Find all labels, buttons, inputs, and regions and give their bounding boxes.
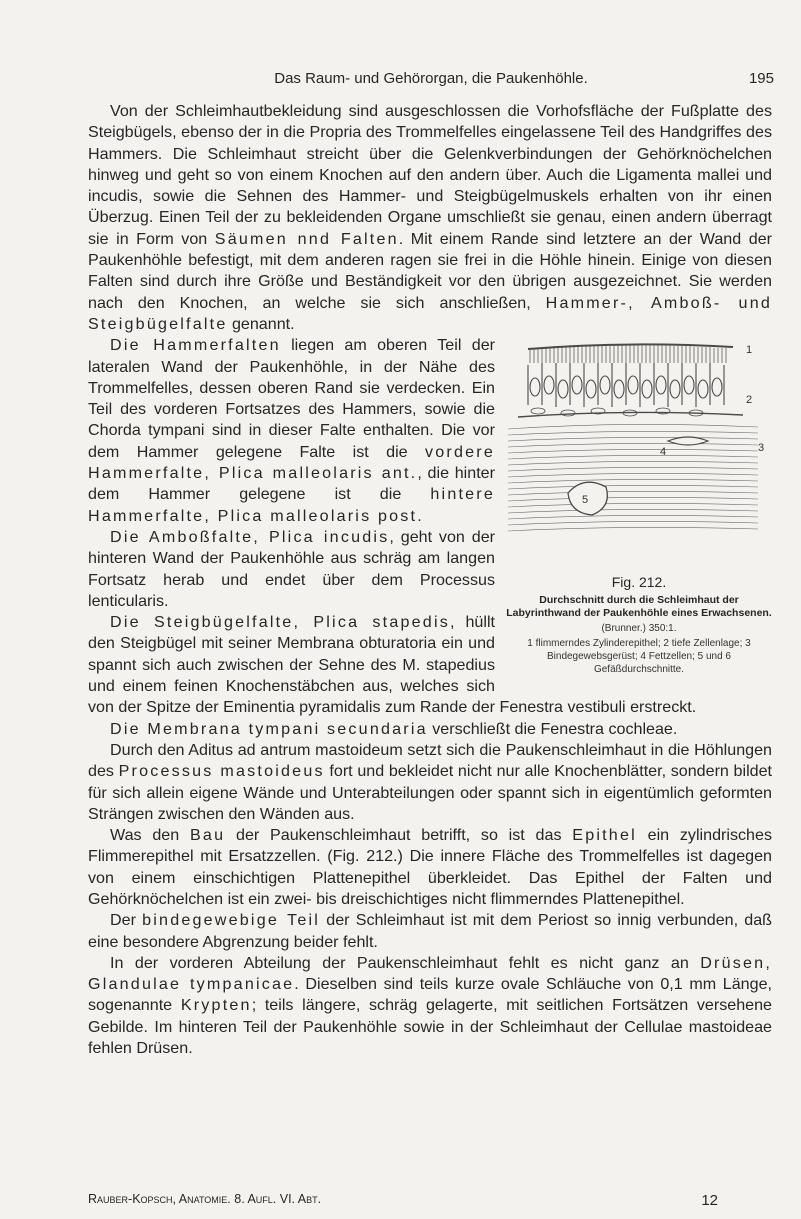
figure-label: 5 bbox=[582, 494, 589, 507]
figure-label: 3 bbox=[758, 442, 765, 455]
figure-number: Fig. 212. bbox=[611, 574, 667, 591]
page-number: 195 bbox=[748, 70, 774, 87]
signature-mark: 12 bbox=[701, 1192, 718, 1209]
paragraph: Die Membrana tympani secundaria verschließt die Fenestra cochleae. bbox=[110, 719, 678, 738]
body-text bbox=[88, 101, 772, 1059]
page-footer bbox=[88, 1192, 718, 1209]
paragraph: In der vorderen Abteilung der Paukenschleimhaut fehlt es nicht ganz an Drüsen, Glandulae tympanicae. Dieselben sind teils kurze ovale Schläuche von 0,1 mm Länge, sogenannte Krypten; teils längere, schräg gelagerte, mit seitlichen Fortsätzen versehene Gebilde. Im hinteren Teil der Paukenhöhle sowie in der Schleimhaut der Cellulae mastoideae fehlen Drüsen. bbox=[88, 953, 772, 1058]
paragraph: Die Amboßfalte, Plica incudis, geht von der hinteren Wand der Paukenhöhle aus schräg am langen Fortsatz herab und endet über dem Processus lenticularis. bbox=[88, 527, 496, 610]
paragraph: Der bindegewebige Teil der Schleimhaut ist mit dem Periost so innig verbunden, daß eine besondere Abgrenzung beider fehlt. bbox=[88, 911, 772, 951]
histology-illustration bbox=[508, 337, 770, 569]
paragraph: Was den Bau der Paukenschleimhaut betrifft, so ist das Epithel ein zylindrisches Flimmerepithel mit Ersatzzellen. (Fig. 212.) Die innere Fläche des Trommelfelles ist dagegen von einem einschichtigen Plattenepithel überkleidet. Das Epithel der Falten und Gehörknöchelchen ist ein zwei- bis dreischichtiges nicht flimmerndes Plattenepithel. bbox=[88, 826, 773, 908]
paragraph: Die Steigbügelfalte, Plica stapedis, hüllt den Steigbügel mit seiner Membrana obturatoria ein und spannt sich auch zwischen der Sehne des M. stapedius und einem feinen Knochenstäbchen aus, welches sich von der Spitze der Eminentia pyramidalis zum Rande der Fenestra vestibuli erstreckt. bbox=[88, 613, 697, 717]
paragraph: Von der Schleimhautbekleidung sind ausgeschlossen die Vorhofsfläche der Fußplatte des Steigbügels, ebenso der in die Propria des Trommelfelles eingelassene Teil des Handgriffes des Hammers. Die Schleimhaut streicht über die Gelenkverbindungen der Gehörknöchelchen hinweg und geht so von einem Knochen auf den andern über. Auch die Ligamenta mallei und incudis, sowie die Sehnen des Hammer- und Steigbügelmuskels erhalten von ihr einen Überzug. Einen Teil der zu bekleidenden Organe umschließt sie genau, einen andern überragt sie in Form von Säumen nnd Falten. Mit einem Rande sind letztere an der Wand der Paukenhöhle befestigt, mit dem anderen ragen sie frei in die Höhle hinein. Einige von diesen Falten sind durch ihre Größe und Beständigkeit vor den übrigen ausgezeichnet. Sie werden nach den Knochen, an welche sie sich anschließen, Hammer-, Amboß- und Steigbügelfalte genannt. bbox=[88, 102, 773, 333]
figure-credit: (Brunner.) 350:1. bbox=[601, 623, 677, 635]
running-header bbox=[88, 70, 774, 92]
figure-title: Durchschnitt durch die Schleimhaut der Labyrinthwand der Paukenhöhle eines Erwachsenen. bbox=[506, 594, 772, 620]
figure-212 bbox=[503, 337, 775, 676]
paragraph: Durch den Aditus ad antrum mastoideum setzt sich die Paukenschleimhaut in die Höhlungen des Processus mastoideus fort und bekleidet nicht nur alle Knochenblätter, sondern bildet für sich allein eigene Wände und Unterabteilungen oder spannt sich in eigentümlich geformten Strängen zwischen den Wänden aus. bbox=[88, 740, 773, 823]
figure-label: 2 bbox=[746, 394, 753, 407]
running-title: Das Raum- und Gehörorgan, die Paukenhöhle. bbox=[274, 70, 588, 87]
footer-book-title: Rauber-Kopsch, Anatomie. 8. Aufl. VI. Abt. bbox=[88, 1192, 322, 1206]
figure-label: 1 bbox=[746, 344, 753, 357]
figure-legend: 1 flimmerndes Zylinderepithel; 2 tiefe Zellenlage; 3 Bindegewebsgerüst; 4 Fettzellen; 5 und 6 Gefäßdurchschnitte. bbox=[527, 638, 751, 676]
figure-label: 4 bbox=[660, 446, 667, 459]
paragraph: Die Hammerfalten liegen am oberen Teil der lateralen Wand der Paukenhöhle, in der Nähe des Trommelfelles, dessen oberen Rand sie verdecken. Ein Teil des vorderen Fortsatzes des Hammers, sowie die Chorda tympani sind in dieser Falte enthalten. Die vor dem Hammer gelegene Falte ist die vordere Hammerfalte, Plica malleolaris ant., die hinter dem Hammer gelegene ist die hintere Hammerfalte, Plica malleolaris post. bbox=[88, 336, 495, 525]
